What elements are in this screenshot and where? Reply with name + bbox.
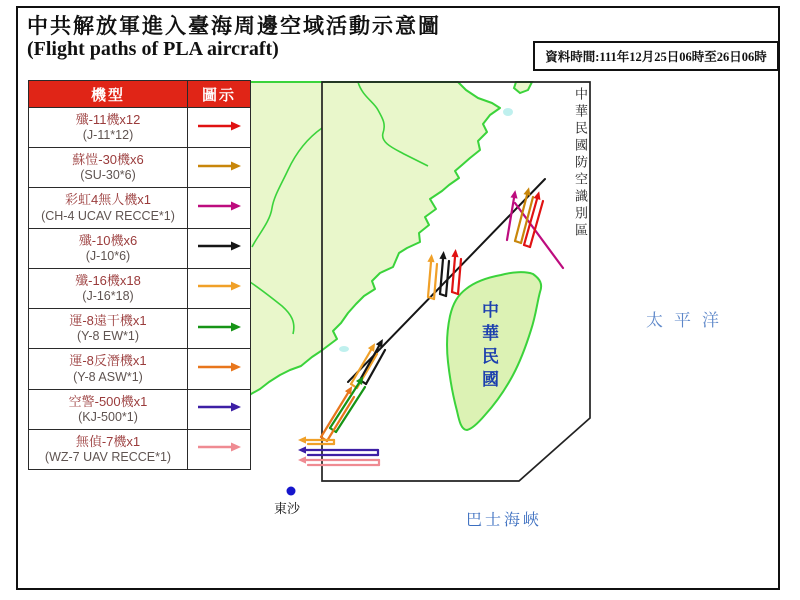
aircraft-name-zh: 無偵-7機x1 xyxy=(75,433,141,449)
coastal-headland xyxy=(514,82,532,93)
flight-arrowhead xyxy=(298,456,306,463)
flight-arrowhead xyxy=(427,254,434,262)
legend-row xyxy=(29,349,251,389)
aircraft-name-en: (KJ-500*1) xyxy=(78,409,138,424)
aircraft-name-zh: 蘇愷-30機x6 xyxy=(72,152,144,168)
flight-arrow-icon xyxy=(195,400,243,417)
aircraft-name-en: (Y-8 EW*1) xyxy=(76,329,140,344)
page-title-zh: 中共解放軍進入臺海周邊空域活動示意圖 xyxy=(27,14,441,38)
coast-inlet xyxy=(503,108,513,116)
flight-arrow-icon xyxy=(195,360,243,377)
flight-arrowhead xyxy=(534,191,541,200)
flight-arrowhead xyxy=(451,249,458,257)
aircraft-name-en: (WZ-7 UAV RECCE*1) xyxy=(44,450,172,464)
aircraft-name-en: (CH-4 UCAV RECCE*1) xyxy=(41,208,175,223)
aircraft-name-en: (J-10*6) xyxy=(85,248,131,263)
legend-row xyxy=(29,148,251,188)
legend-row xyxy=(29,268,251,308)
legend-row xyxy=(29,108,251,148)
flight-arrowhead xyxy=(510,190,517,198)
aircraft-name-zh: 運-8遠干機x1 xyxy=(69,313,147,329)
dongsha-dot xyxy=(287,487,296,496)
legend-row xyxy=(29,188,251,228)
dongsha-label: 東沙 xyxy=(274,501,301,516)
flight-arrow-icon xyxy=(195,199,243,216)
legend-table xyxy=(28,80,251,470)
aircraft-name-en: (SU-30*6) xyxy=(80,168,136,183)
flight-arrow-icon xyxy=(195,320,243,337)
taiwan-label: 中華民國 xyxy=(479,301,498,393)
legend-header-row xyxy=(29,81,251,108)
flight-arrow-icon xyxy=(195,440,243,457)
flight-arrowhead xyxy=(439,251,446,259)
aircraft-name-zh: 運-8反潛機x1 xyxy=(69,353,147,369)
aircraft-name-zh: 空警-500機x1 xyxy=(68,393,148,409)
flight-arrowhead xyxy=(524,187,531,196)
flight-arrow-icon xyxy=(195,279,243,296)
legend-body xyxy=(29,108,251,470)
aircraft-name-zh: 殲-10機x6 xyxy=(78,232,138,248)
aircraft-name-zh: 殲-16機x18 xyxy=(75,272,141,288)
aircraft-name-en: (J-16*18) xyxy=(82,289,134,304)
bashi-channel-label: 巴士海峽 xyxy=(466,512,543,529)
legend-row xyxy=(29,389,251,429)
aircraft-name-en: (J-11*12) xyxy=(82,128,134,143)
legend-row xyxy=(29,228,251,268)
data-time-box: 資料時間:111年12月25日06時至26日06時 xyxy=(533,41,779,71)
flight-arrow-icon xyxy=(195,119,243,136)
aircraft-name-zh: 殲-11機x12 xyxy=(75,111,141,127)
coast-inlet xyxy=(339,346,349,352)
flight-arrowhead xyxy=(298,436,306,443)
legend-row xyxy=(29,309,251,349)
legend-header-type: 機型 xyxy=(29,81,188,108)
legend-row xyxy=(29,429,251,469)
legend-header-symbol: 圖示 xyxy=(188,81,251,108)
adiz-label: 中華民國防空識別區 xyxy=(573,87,588,240)
page-title-en: (Flight paths of PLA aircraft) xyxy=(27,38,279,60)
flight-arrow-icon xyxy=(195,159,243,176)
aircraft-name-zh: 彩虹4無人機x1 xyxy=(65,192,151,208)
pacific-ocean-label: 太平洋 xyxy=(646,311,730,330)
aircraft-name-en: (Y-8 ASW*1) xyxy=(73,369,143,384)
flight-arrowhead xyxy=(298,446,306,453)
flight-arrow-icon xyxy=(195,239,243,256)
